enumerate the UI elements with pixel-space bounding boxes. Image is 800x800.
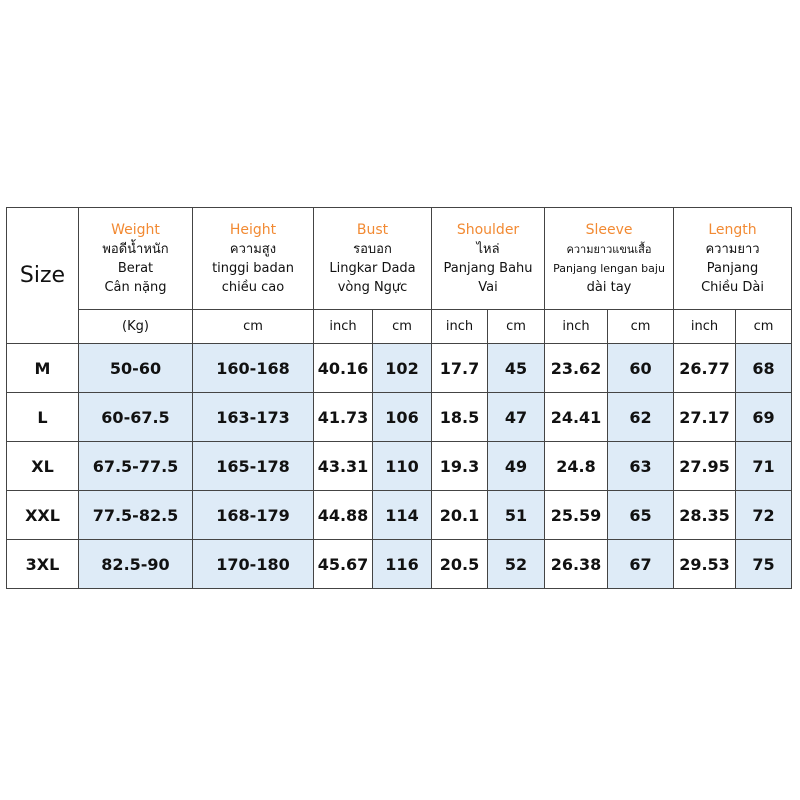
sleeve-inch-cell: 26.38: [545, 540, 608, 589]
length-thai: ความยาว: [705, 241, 760, 257]
unit-sleeve-inch: inch: [545, 310, 608, 344]
bust-inch-cell: 40.16: [314, 344, 373, 393]
sleeve-inch-cell: 24.8: [545, 442, 608, 491]
table-row: [7, 393, 792, 442]
header-row: [7, 208, 792, 310]
shoulder-cm-cell: 51: [488, 491, 545, 540]
height-cell: 160-168: [193, 344, 314, 393]
bust-cm-cell: 102: [373, 344, 432, 393]
weight-vietnamese: Cân nặng: [104, 279, 167, 295]
unit-shoulder-inch: inch: [432, 310, 488, 344]
shoulder-inch-cell: 20.1: [432, 491, 488, 540]
shoulder-inch-cell: 19.3: [432, 442, 488, 491]
weight-title: Weight: [111, 221, 160, 238]
sleeve-inch-cell: 24.41: [545, 393, 608, 442]
length-inch-cell: 29.53: [674, 540, 736, 589]
size-cell: XXL: [7, 491, 79, 540]
shoulder-cm-cell: 52: [488, 540, 545, 589]
bust-vietnamese: vòng Ngực: [337, 279, 408, 295]
bust-cm-cell: 114: [373, 491, 432, 540]
size-cell: L: [7, 393, 79, 442]
length-cm-cell: 71: [736, 442, 792, 491]
height-cell: 165-178: [193, 442, 314, 491]
bust-thai: รอบอก: [353, 241, 392, 257]
shoulder-title: Shoulder: [456, 221, 520, 238]
length-inch-cell: 26.77: [674, 344, 736, 393]
unit-bust-cm: cm: [373, 310, 432, 344]
length-cm-cell: 69: [736, 393, 792, 442]
bust-inch-cell: 44.88: [314, 491, 373, 540]
unit-row: [7, 310, 792, 344]
height-title: Height: [229, 221, 277, 238]
length-cm-cell: 72: [736, 491, 792, 540]
bust-inch-cell: 41.73: [314, 393, 373, 442]
length-title: Length: [708, 221, 757, 238]
size-cell: M: [7, 344, 79, 393]
length-indonesian: Panjang: [706, 260, 759, 276]
height-header: [193, 208, 314, 310]
size-cell: 3XL: [7, 540, 79, 589]
sleeve-inch-cell: 25.59: [545, 491, 608, 540]
bust-header: [314, 208, 432, 310]
weight-cell: 50-60: [79, 344, 193, 393]
weight-cell: 67.5-77.5: [79, 442, 193, 491]
sleeve-vietnamese: dài tay: [586, 279, 632, 295]
unit-weight: (Kg): [79, 310, 193, 344]
size-header: Size: [7, 208, 79, 344]
bust-inch-cell: 43.31: [314, 442, 373, 491]
unit-shoulder-cm: cm: [488, 310, 545, 344]
unit-length-inch: inch: [674, 310, 736, 344]
unit-sleeve-cm: cm: [608, 310, 674, 344]
table-row: [7, 344, 792, 393]
shoulder-inch-cell: 20.5: [432, 540, 488, 589]
size-cell: XL: [7, 442, 79, 491]
weight-cell: 60-67.5: [79, 393, 193, 442]
sleeve-cm-cell: 63: [608, 442, 674, 491]
shoulder-vietnamese: Vai: [478, 279, 498, 295]
height-cell: 163-173: [193, 393, 314, 442]
sleeve-inch-cell: 23.62: [545, 344, 608, 393]
sleeve-cm-cell: 60: [608, 344, 674, 393]
length-inch-cell: 28.35: [674, 491, 736, 540]
weight-header: [79, 208, 193, 310]
length-cm-cell: 68: [736, 344, 792, 393]
length-inch-cell: 27.17: [674, 393, 736, 442]
shoulder-indonesian: Panjang Bahu: [443, 260, 533, 276]
shoulder-header: [432, 208, 545, 310]
unit-length-cm: cm: [736, 310, 792, 344]
unit-bust-inch: inch: [314, 310, 373, 344]
sleeve-cm-cell: 62: [608, 393, 674, 442]
sleeve-header: [545, 208, 674, 310]
bust-inch-cell: 45.67: [314, 540, 373, 589]
bust-title: Bust: [356, 221, 389, 238]
shoulder-thai: ไหล่: [476, 241, 500, 257]
height-cell: 170-180: [193, 540, 314, 589]
weight-cell: 77.5-82.5: [79, 491, 193, 540]
table-row: [7, 442, 792, 491]
size-chart-table: [6, 207, 792, 589]
shoulder-cm-cell: 47: [488, 393, 545, 442]
weight-indonesian: Berat: [117, 260, 154, 276]
shoulder-inch-cell: 18.5: [432, 393, 488, 442]
table-row: [7, 540, 792, 589]
sleeve-title: Sleeve: [585, 221, 633, 238]
height-indonesian: tinggi badan: [212, 260, 294, 276]
bust-cm-cell: 106: [373, 393, 432, 442]
weight-cell: 82.5-90: [79, 540, 193, 589]
sleeve-cm-cell: 67: [608, 540, 674, 589]
sleeve-indonesian: Panjang lengan baju: [553, 261, 665, 275]
height-cell: 168-179: [193, 491, 314, 540]
sleeve-thai: ความยาวแขนเสื้อ: [566, 242, 652, 256]
bust-indonesian: Lingkar Dada: [329, 260, 416, 276]
length-header: [674, 208, 792, 310]
height-vietnamese: chiều cao: [221, 279, 285, 295]
sleeve-cm-cell: 65: [608, 491, 674, 540]
length-vietnamese: Chiều Dài: [701, 279, 764, 295]
shoulder-inch-cell: 17.7: [432, 344, 488, 393]
bust-cm-cell: 116: [373, 540, 432, 589]
table-row: [7, 491, 792, 540]
length-cm-cell: 75: [736, 540, 792, 589]
length-inch-cell: 27.95: [674, 442, 736, 491]
height-thai: ความสูง: [229, 241, 277, 257]
unit-height: cm: [193, 310, 314, 344]
shoulder-cm-cell: 49: [488, 442, 545, 491]
bust-cm-cell: 110: [373, 442, 432, 491]
shoulder-cm-cell: 45: [488, 344, 545, 393]
weight-thai: พอดีน้ำหนัก: [102, 241, 169, 257]
